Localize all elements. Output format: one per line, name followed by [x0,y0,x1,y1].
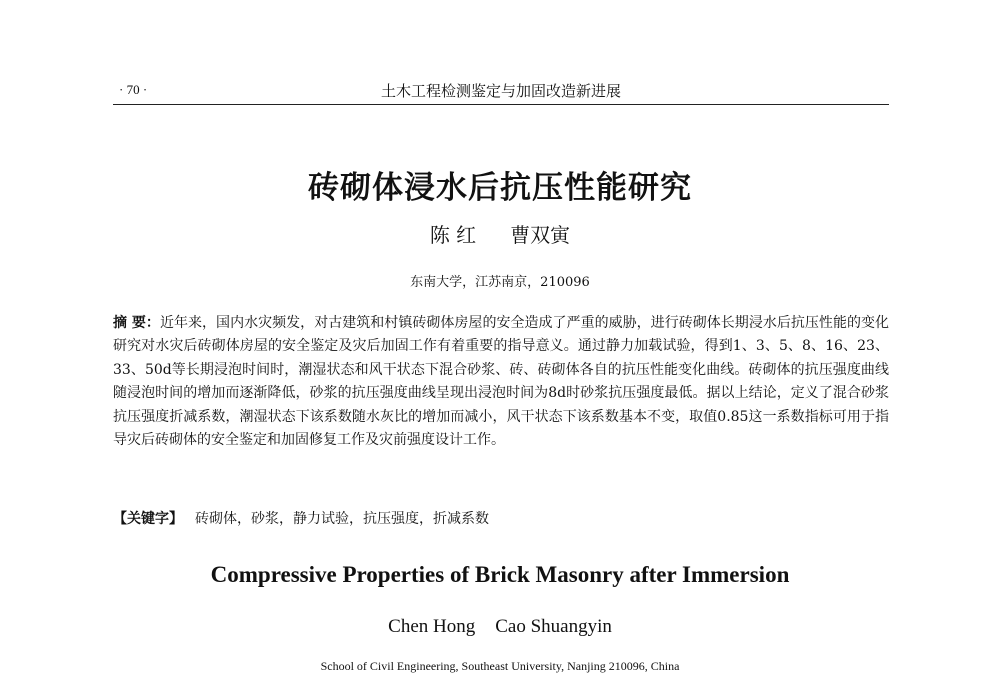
english-authors [0,616,1000,638]
chinese-affiliation: 东南大学，江苏南京，210096 [410,275,590,290]
chinese-title: 砖砌体浸水后抗压性能研究 [308,170,692,206]
page-header [113,80,889,104]
header-rule [113,104,889,105]
page-number: · 70 · [119,82,148,97]
abstract [113,312,889,452]
english-title: Compressive Properties of Brick Masonry after Immersion [210,562,790,587]
keywords-text: 砖砌体，砂浆，静力试验，抗压强度，折减系数 [195,511,489,527]
english-author-1: Chen Hong [388,616,476,637]
chinese-author-1: 陈 红 [429,223,477,247]
english-author-2: Cao Shuangyin [495,616,612,637]
chinese-authors [0,219,1000,248]
keywords [113,509,889,529]
abstract-label: 摘 要： [113,315,160,331]
abstract-text: 近年来，国内水灾频发，对古建筑和村镇砖砌体房屋的安全造成了严重的威胁，进行砖砌体长期浸水后抗压性能的变化研究对水灾后砖砌体房屋的安全鉴定及灾后加固工作有着重要的指导意义。通过静力加载试验，得到1、3、5、8、16、23、33、50d等长期浸泡时间时，潮湿状态和风干状态下混合砂浆、砖、砖砌体各自的抗压性能变化曲线。砖砌体的抗压强度曲线随浸泡时间的增加而逐渐降低，砂浆的抗压强度曲线呈现出浸泡时间为8d时砂浆抗压强度最低。据以上结论，定义了混合砂浆抗压强度折减系数，潮湿状态下该系数随水灰比的增加而减小，风干状态下该系数基本不变，取值0.85这一系数指标可用于指导灾后砖砌体的安全鉴定和加固修复工作及灾前强度设计工作。 [113,315,890,449]
english-affiliation: School of Civil Engineering, Southeast University, Nanjing 210096, China [320,659,680,673]
chinese-author-2: 曹双寅 [510,223,571,247]
keywords-label: 【关键字】 [113,511,183,527]
running-title: 土木工程检测鉴定与加固改造新进展 [380,82,621,100]
